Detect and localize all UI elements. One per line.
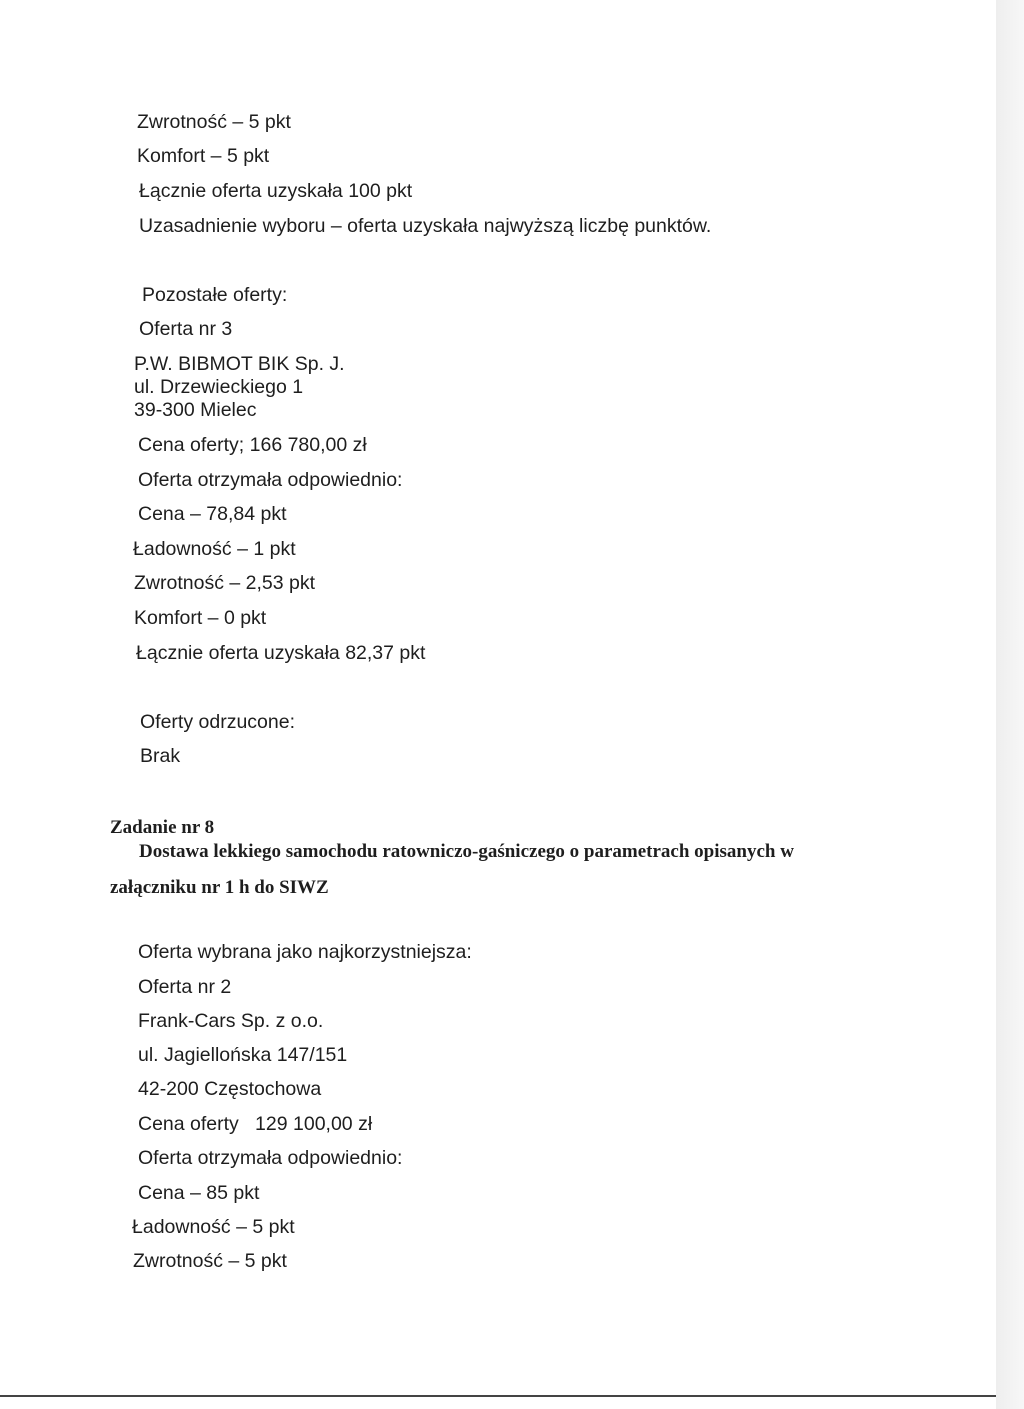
score-cena: Cena – 85 pkt <box>138 1182 260 1204</box>
company-city: 42-200 Częstochowa <box>138 1078 322 1100</box>
score-ladownosc: Ładowność – 5 pkt <box>132 1216 295 1238</box>
task-description-line1: Dostawa lekkiego samochodu ratowniczo-gaśniczego o parametrach opisanych w <box>139 841 794 862</box>
company-name: P.W. BIBMOT BIK Sp. J. <box>134 353 345 375</box>
komfort-line: Komfort – 5 pkt <box>137 145 270 167</box>
score-total: Łącznie oferta uzyskała 82,37 pkt <box>136 642 426 664</box>
scores-intro: Oferta otrzymała odpowiednio: <box>138 1147 403 1169</box>
selected-offer-heading: Oferta wybrana jako najkorzystniejsza: <box>138 941 472 963</box>
scan-edge <box>996 0 1024 1409</box>
zwrotnosc-line: Zwrotność – 5 pkt <box>137 111 291 133</box>
company-city: 39-300 Mielec <box>134 399 257 421</box>
justification-line: Uzasadnienie wyboru – oferta uzyskała najwyższą liczbę punktów. <box>139 215 712 237</box>
score-zwrotnosc: Zwrotność – 2,53 pkt <box>134 572 316 594</box>
task-title: Zadanie nr 8 <box>110 817 215 838</box>
company-name: Frank-Cars Sp. z o.o. <box>138 1010 324 1032</box>
score-komfort: Komfort – 0 pkt <box>134 607 267 629</box>
offer-number: Oferta nr 2 <box>138 976 232 998</box>
score-cena: Cena – 78,84 pkt <box>138 503 287 525</box>
company-street: ul. Jagiellońska 147/151 <box>138 1044 348 1066</box>
offer-price: Cena oferty 129 100,00 zł <box>138 1113 373 1135</box>
rejected-offers-heading: Oferty odrzucone: <box>140 711 295 733</box>
offer-number: Oferta nr 3 <box>139 318 233 340</box>
company-street: ul. Drzewieckiego 1 <box>134 376 304 398</box>
task-description-line2: załączniku nr 1 h do SIWZ <box>110 877 329 898</box>
score-ladownosc: Ładowność – 1 pkt <box>133 538 296 560</box>
offer-price: Cena oferty; 166 780,00 zł <box>138 434 367 456</box>
score-zwrotnosc: Zwrotność – 5 pkt <box>133 1250 287 1272</box>
rejected-offers-value: Brak <box>140 745 181 767</box>
scores-intro: Oferta otrzymała odpowiednio: <box>138 469 403 491</box>
total-score-line: Łącznie oferta uzyskała 100 pkt <box>139 180 413 202</box>
page-bottom-rule <box>0 1395 1000 1397</box>
remaining-offers-heading: Pozostałe oferty: <box>142 284 288 306</box>
